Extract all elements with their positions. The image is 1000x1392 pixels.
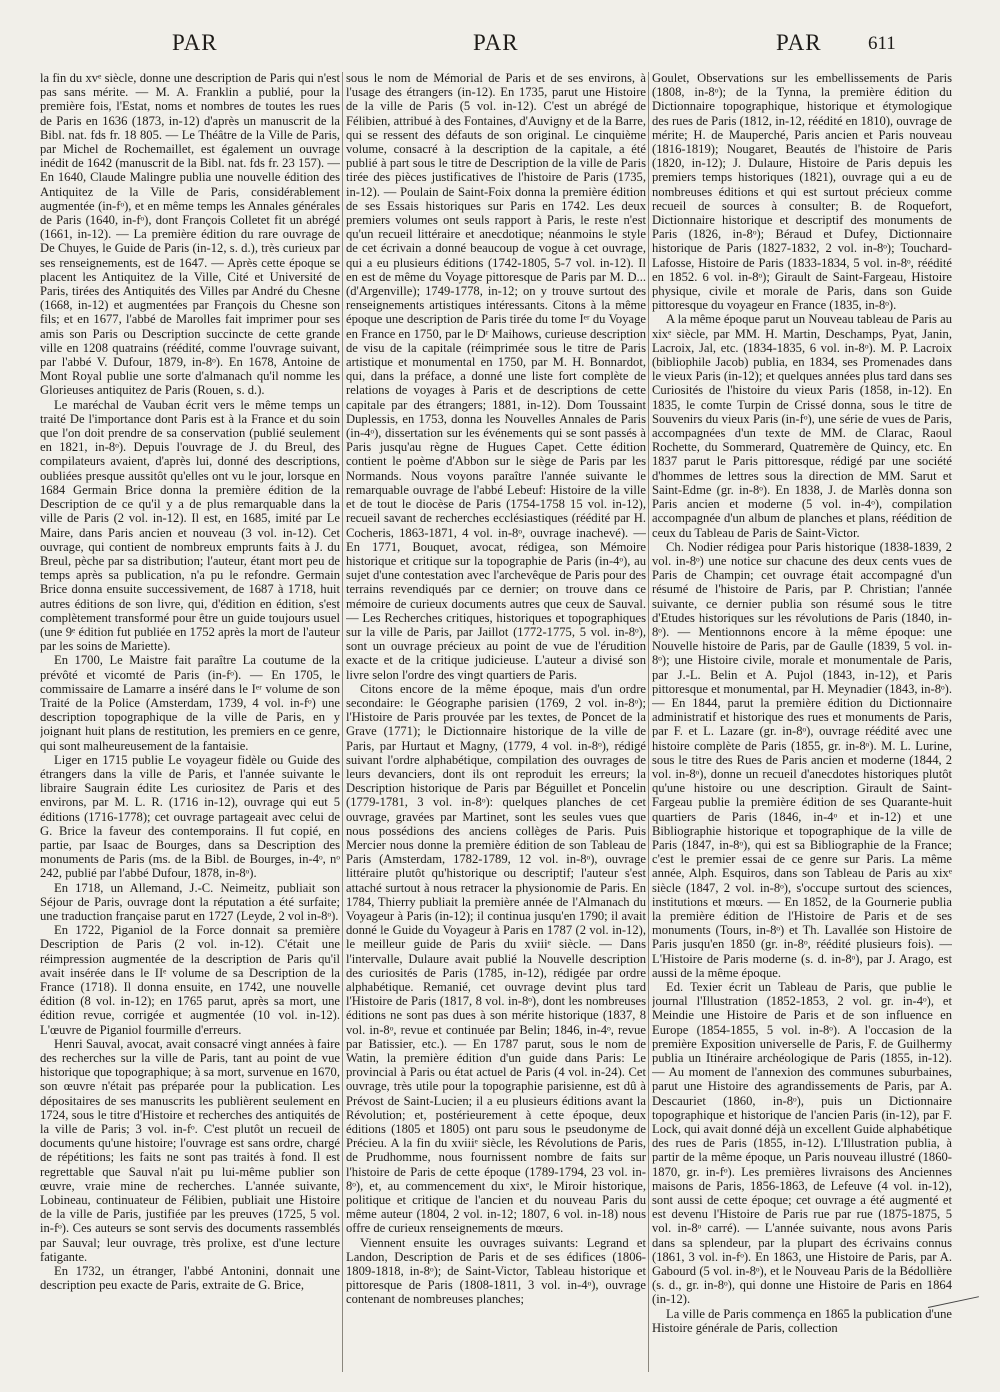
paragraph: En 1732, un étranger, l'abbé Antonini, donnait une description peu exacte de Paris, extraite de G. Brice, <box>40 1264 340 1293</box>
paragraph: En 1700, Le Maistre fait paraître La coutume de la prévôté et vicomté de Paris (in-fᵒ). — En 1705, le commissaire de Lamarre a inséré dans le Iᵉʳ volume de son Traité de la Police (Amsterdam, 1739, 4 vol. in-fᵒ) une description topographique de la ville de Paris, en y joignant huit plans de restitution, les premiers en ce genre, qui sont malheureusement de la fantaisie. <box>40 653 340 753</box>
paragraph: Ed. Texier écrit un Tableau de Paris, que publie le journal l'Illustration (1852-1853, 2 vol. gr. in-4ᵒ), et Meindie une Histoire de Paris et de son influence en Europe (1854-1855, 5 vol. in-8ᵒ). A l'occasion de la première Exposition universelle de Paris, F. de Guilhermy publia un Itinéraire archéologique de Paris (1855, in-12). — Au moment de l'annexion des communes suburbaines, parut une Histoire des agrandissements de Paris, par A. Descauriet (1860, in-8ᵒ), puis un Dictionnaire topographique et historique de l'ancien Paris (in-12), par F. Lock, qui avait donné déjà un excellent Guide alphabétique des rues de Paris (1855, in-12). L'Illustration publia, à partir de la même époque, un Paris nouveau illustré (1860-1870, gr. in-fᵒ). Les premières livraisons des Anciennes maisons de Paris, 1856-1863, de Lefeuve (4 vol. in-12), sont aussi de cette époque; cet ouvrage a été augmenté et est devenu l'Histoire de Paris rue par rue (1875-1875, 5 vol. in-8ᵒ carré). — L'année suivante, nous avons Paris dans sa splendeur, par la plupart des écrivains connus (1861, 3 vol. in-fᵒ). En 1863, une Histoire de Paris, par A. Gabourd (5 vol. in-8ᵒ), et le Nouveau Paris de la Bédollière (s. d., gr. in-8ᵒ), qui donne une Histoire de Paris en 1864 (in-12). <box>652 980 952 1307</box>
paragraph: Ch. Nodier rédigea pour Paris historique (1838-1839, 2 vol. in-8ᵒ) une notice sur chacune des deux cents vues de Paris de Champin; cet ouvrage était accompagné d'un résumé de l'histoire de Paris, par P. Christian; l'année suivante, ce dernier publia son résumé sous le titre d'Etudes historiques sur les révolutions de Paris (1840, in-8ᵒ). — Mentionnons encore à la même époque: une Nouvelle histoire de Paris, par de Gaulle (1839, 5 vol. in-8ᵒ); une Histoire civile, morale et monumentale de Paris, par J.-L. Belin et A. Pujol (1843, in-12), et Paris pittoresque et monumental, par H. Meynadier (1843, in-8ᵒ). — En 1844, parut la première édition du Dictionnaire administratif et historique des rues et monuments de Paris, par F. et L. Lazare (gr. in-8ᵒ), ouvrage réédité avec une histoire complète de Paris (1855, gr. in-8ᵒ). M. L. Lurine, sous le titre des Rues de Paris ancien et moderne (1844, 2 vol. in-8ᵒ), donne un recueil d'anecdotes historiques plutôt qu'une histoire ou une description. Girault de Saint-Fargeau publie la première édition de ses Quarante-huit quartiers de Paris (1846, in-4ᵒ et in-12) et une Bibliographie historique et topographique de la ville de Paris (1847, in-8ᵒ), qui est sa Bibliographie de la France; c'est le premier essai de ce genre sur Paris. La même année, Alph. Esquiros, dans son Tableau de Paris au xixᵉ siècle (1847, 2 vol. in-8ᵒ), s'occupe surtout des sciences, institutions et mœurs. — En 1852, de la Gournerie publia la première édition de l'Histoire de Paris et de ses monuments (Tours, in-8ᵒ) et Th. Lavallée son Histoire de Paris jusqu'en 1850 (gr. in-8ᵒ, réédité plusieurs fois). — L'Histoire de Paris moderne (s. d. in-8ᵒ), par J. Arago, est aussi de la même époque. <box>652 539 952 980</box>
paragraph: Goulet, Observations sur les embellissements de Paris (1808, in-8ᵒ); de la Tynna, la première édition du Dictionnaire topographique, historique et étymologique des rues de Paris (1812, in-12, réédité en 1810), ouvrage de mérite; H. de Mauperché, Paris ancien et Paris nouveau (1816-1819); Nougaret, Beautés de l'histoire de Paris (1820, in-12); J. Dulaure, Histoire de Paris depuis les premiers temps historiques (1821), ouvrage qui a eu de nombreuses éditions et qui est surtout précieux comme recueil de sources à consulter; B. de Roquefort, Dictionnaire historique et descriptif des monuments de Paris (1826, in-8ᵒ); Béraud et Dufey, Dictionnaire historique de Paris (1827-1832, 2 vol. in-8ᵒ); Touchard-Lafosse, Histoire de Paris (1833-1834, 5 vol. in-8ᵒ, réédité en 1852. 6 vol. in-8ᵒ); Girault de Saint-Fargeau, Histoire physique, civile et morale de Paris, dans son Guide pittoresque du voyageur en France (1835, in-8ᵒ). <box>652 71 952 313</box>
paragraph: Viennent ensuite les ouvrages suivants: Legrand et Landon, Description de Paris et de ses édifices (1806-1809-1818, in-8ᵒ); de Saint-Victor, Tableau historique et pittoresque de Paris (1808-1811, 3 vol. in-4ᵒ), ouvrage contenant de nombreuses planches; <box>346 1235 646 1307</box>
paragraph: Le maréchal de Vauban écrit vers le même temps un traité De l'importance dont Paris est à la France et du soin que l'on doit prendre de sa conservation (publié seulement en 1821, in-8ᵒ). Depuis l'ouvrage de J. du Breul, des compilateurs avaient, d'après lui, donné des descriptions, oubliées presque aussitôt qu'elles ont vu le jour, lorsque en 1684 Germain Brice donna la première édition de la Description de ce qu'il y a de plus remarquable dans la ville de Paris (2 vol. in-12). Il est, en 1685, imité par Le Maire, dans Paris ancien et nouveau (3 vol. in-12). Cet ouvrage, qui contient de nombreux emprunts faits à J. du Breul, pèche par sa distribution; l'auteur, étant mort peu de temps après sa publication, n'a pu le refondre. Germain Brice donna ensuite successivement, de 1687 à 1718, huit autres éditions de son livre, qui, d'édition en édition, s'est complètement transformé pour être un guide toujours usuel (une 9ᵉ édition fut publiée en 1752 après la mort de l'auteur par les soins de Mariette). <box>40 397 340 654</box>
running-head-left: PAR <box>172 30 218 55</box>
column-divider <box>648 72 649 1372</box>
paragraph: A la même époque parut un Nouveau tableau de Paris au xixᵉ siècle, par MM. H. Martin, Deschamps, Pyat, Janin, Lacroix, Jal, etc. (1834-1835, 6 vol. in-8ᵒ). M. P. Lacroix (bibliophile Jacob) publia, en 1834, ses Promenades dans le vieux Paris (in-12); et quelques années plus tard dans ses Curiosités de l'histoire du vieux Paris (1858, in-12). En 1835, le comte Turpin de Crissé donna, sous le titre de Souvenirs du vieux Paris (in-fᵒ), une série de vues de Paris, accompagnées d'un texte de MM. de Clarac, Raoul Rochette, du Sommerard, Quatremère de Quincy, etc. En 1837 parut le Paris pittoresque, rédigé par une société d'hommes de lettres sous la direction de MM. Sarut et Saint-Edme (gr. in-8ᵒ). En 1838, J. de Marlès donna son Paris ancien et moderne (5 vol. in-4ᵒ), compilation accompagnée d'un album de planches et plans, réédition de ceux du Tableau de Paris de Saint-Victor. <box>652 312 952 540</box>
paragraph: Citons encore de la même époque, mais d'un ordre secondaire: le Géographe parisien (1769, 2 vol. in-8ᵒ); l'Histoire de Paris prouvée par les textes, de Poncet de la Grave (1771); le Dictionnaire historique de la ville de Paris, par Hurtaut et Magny, (1779, 4 vol. in-8ᵒ), rédigé suivant l'ordre alphabétique, compilation des ouvrages de leurs devanciers, dont ils ont reproduit les erreurs; la Description historique de Paris par Béguillet et Poncelin (1779-1781, 3 vol. in-8ᵒ): quelques planches de cet ouvrage, gravées par Martinet, sont les seules vues que nous possédions des anciens collèges de Paris. Puis Mercier nous donne la première édition de son Tableau de Paris (Amsterdam, 1782-1789, 12 vol. in-8ᵒ), ouvrage littéraire plutôt qu'historique ou descriptif; l'auteur s'est attaché surtout à nous retracer la physionomie de Paris. En 1784, Thierry publiait la première année de l'Almanach du Voyageur à Paris (in-12); il continua jusqu'en 1790; il avait donné le Guide du Voyageur à Paris en 1787 (2 vol. in-12), le meilleur guide de Paris du xviiiᵉ siècle. — Dans l'intervalle, Dulaure avait publié la Nouvelle description des curiosités de Paris (1785, in-12), rédigée par ordre alphabétique. Remanié, cet ouvrage devint plus tard l'Histoire de Paris (1817, 8 vol. in-8ᵒ), dont les nombreuses éditions ne sont pas dues à son mérite historique (1837, 8 vol. in-8ᵒ, revue et continuée par Belin; 1846, in-4ᵒ, revue par Batissier, etc.). — En 1787 parut, sous le nom de Watin, la première édition d'un guide dans Paris: Le provincial à Paris ou état actuel de Paris (4 vol. in-24). Cet ouvrage, très utile pour la topographie parisienne, est dû à Prévost de Saint-Lucien; il a eu plusieurs éditions avant la Révolution; et, postérieurement à cette époque, deux éditions (1805 et 1805) ont paru sous le pseudonyme de Précieu. A la fin du xviiiᵉ siècle, les Révolutions de Paris, de Prudhomme, nous fournissent nombre de faits sur l'histoire de Paris de cette époque (1789-1794, 23 vol. in-8ᵒ), et, au commencement du xixᵉ, le Miroir historique, politique et critique de l'ancien et du nouveau Paris du même auteur (1804, 2 vol. in-12; 1807, 6 vol. in-18) nous offre de curieux renseignements de mœurs. <box>346 681 646 1236</box>
paragraph: En 1718, un Allemand, J.-C. Neimeitz, publiait son Séjour de Paris, ouvrage dont la réputation a été surfaite; une traduction française parut en 1727 (Leyde, 2 vol in-8ᵒ). <box>40 880 340 923</box>
text-column-3 <box>652 71 952 1371</box>
paragraph: Liger en 1715 publie Le voyageur fidèle ou Guide des étrangers dans la ville de Paris, et l'année suivante le libraire Saugrain édite Les curiositez de Paris et des environs, par M. L. R. (1716 in-12), ouvrage qui eut 5 éditions (1716-1778); cet ouvrage partageait avec celui de G. Brice la faveur des contemporains. Il fut copié, en partie, par Isaac de Bourges, dans sa Description des monuments de Paris (ms. de la Bibl. de Bourges, in-4ᵒ, nᵒ 242, publié par l'abbé Dufour, 1878, in-8ᵒ). <box>40 752 340 881</box>
running-head-center: PAR <box>473 30 519 55</box>
text-column-1 <box>40 71 340 1371</box>
paragraph: La ville de Paris commença en 1865 la publication d'une Histoire générale de Paris, collection <box>652 1306 952 1335</box>
column-divider <box>342 72 343 1372</box>
paragraph: En 1722, Piganiol de la Force donnait sa première Description de Paris (2 vol. in-12). C'était une réimpression augmentée de la description de Paris qu'il avait insérée dans le IIᵉ volume de sa Description de la France (1718). Il donna ensuite, en 1742, une nouvelle édition (8 vol. in-12); en 1765 parut, après sa mort, une édition revue, corrigée et augmentée (10 vol. in-12). L'œuvre de Piganiol fourmille d'erreurs. <box>40 923 340 1037</box>
paragraph: Henri Sauval, avocat, avait consacré vingt années à faire des recherches sur la ville de Paris, tant au point de vue historique que topographique; à sa mort, survenue en 1670, son œuvre n'était pas préparée pour la publication. Les dépositaires de ses manuscrits les publièrent seulement en 1724, sous le titre d'Histoire et recherches des antiquités de la ville de Paris; 3 vol. in-fᵒ. C'est plutôt un recueil de documents qu'une histoire; l'ouvrage est sans ordre, chargé de répétitions; les faits ne sont pas traités à fond. Il est regrettable que Sauval n'ait pu lui-même publier son œuvre, vraie mine de recherches. L'année suivante, Lobineau, continuateur de Félibien, publiait une Histoire de la ville de Paris, justifiée par les preuves (1725, 5 vol. in-fᵒ). Ces auteurs se sont servis des documents rassemblés par Sauval; leur ouvrage, très prolixe, est d'une lecture fatigante. <box>40 1036 340 1264</box>
page-number: 611 <box>868 33 896 54</box>
text-column-2 <box>346 71 646 1371</box>
paragraph: sous le nom de Mémorial de Paris et de ses environs, à l'usage des étrangers (in-12). En 1735, parut une Histoire de la ville de Paris (5 vol. in-12). C'est un abrégé de Félibien, attribué à des Fontaines, d'Auvigny et de la Barre, qui se ressent des défauts de son original. Le cinquième volume, consacré à la description de la capitale, a été publié à part sous le titre de Description de la ville de Paris tirée des pièces justificatives de l'histoire de Paris (1735, in-12). — Poulain de Saint-Foix donna la première édition de ses Essais historiques sur Paris en 1742. Les deux premiers volumes ont seuls rapport à Paris, le reste n'est qu'un recueil littéraire et anecdotique; néanmoins le style de cet écrivain a donné beaucoup de vogue à cet ouvrage, qui a eu plusieurs éditions (1742-1805, 5-7 vol. in-12). Il en est de même du Voyage pittoresque de Paris par M. D... (d'Argenville); 1749-1778, in-12; on y trouve surtout des renseignements artistiques intéressants. Citons à la même époque une description de Paris tirée du tome Iᵉʳ du Voyage en France en 1750, par le Dʳ Maihows, curieuse description de visu de la capitale (réimprimée sous le titre de Paris artistique et monumental en 1750, par M. H. Bonnardot, qui, dans la préface, a donné une liste fort complète de relations de voyages à Paris et de descriptions de cette capitale par des étrangers; 1881, in-12). Dom Toussaint Duplessis, en 1753, donna les Nouvelles Annales de Paris (in-4ᵒ), dissertation sur les événements qui se sont passés à Paris jusqu'au règne de Hugues Capet. Cette édition contient le poème d'Abbon sur le siège de Paris par les Normands. Nous voyons paraître l'année suivante le remarquable ouvrage de l'abbé Lebeuf: Histoire de la ville et de tout le diocèse de Paris (1754-1758 15 vol. in-12), recueil savant de recherches ecclésiastiques (réédité par H. Cocheris, 1863-1871, 4 vol. in-8ᵒ, ouvrage inachevé). — En 1771, Bouquet, avocat, rédigea, son Mémoire historique et critique sur la topographie de Paris (in-4ᵒ), au sujet d'une contestation avec l'archevêque de Paris pour des terrains revendiqués par ce dernier; on trouve dans ce mémoire de curieux documents autres que ceux de Sauval. — Les Recherches critiques, historiques et topographiques sur la ville de Paris, par Jaillot (1772-1775, 5 vol. in-8ᵒ), sont un ouvrage précieux au point de vue de l'érudition exacte et de la critique judicieuse. L'auteur a divisé son livre selon l'ordre des vingt quartiers de Paris. <box>346 71 646 682</box>
paragraph: la fin du xvᵉ siècle, donne une description de Paris qui n'est pas sans mérite. — M. A. Franklin a publié, pour la première fois, l'Estat, noms et nombres de toutes les rues de Paris en 1636 (1873, in-12) d'après un manuscrit de la Bibl. nat. fds fr. 18 805. — Le Théâtre de la Ville de Paris, par Michel de Rochemaillet, est également un ouvrage inédit de 1642 (manuscrit de la Bibl. nat. fds fr. 23 157). — En 1640, Claude Malingre publia une nouvelle édition des Antiquitez de la Ville de Paris, considérablement augmentée (in-fᵒ), et en même temps les Annales générales de Paris (1640, in-fᵒ), dont François Colletet fit un abrégé (1661, in-12). — La première édition du rare ouvrage de De Chuyes, le Guide de Paris (in-12, s. d.), très curieux par ses renseignements, est de 1647. — Après cette époque se placent les Antiquitez de la Ville, Cité et Université de Paris, tirées des Antiquités des Villes par André du Chesne (1668, in-12) et augmentées par François du Chesne son fils; et en 1677, l'abbé de Marolles fait imprimer pour ses amis son Paris ou Description succincte de cette grande ville en 1208 quatrains (réédité, comme l'ouvrage suivant, par l'abbé V. Dufour, 1879, in-8ᵒ). En 1678, Antoine de Mont Royal publie une sorte d'almanach qu'il nomme les Glorieuses antiquitez de Paris (Rouen, s. d.). <box>40 71 340 398</box>
running-head-right: PAR <box>776 30 822 55</box>
